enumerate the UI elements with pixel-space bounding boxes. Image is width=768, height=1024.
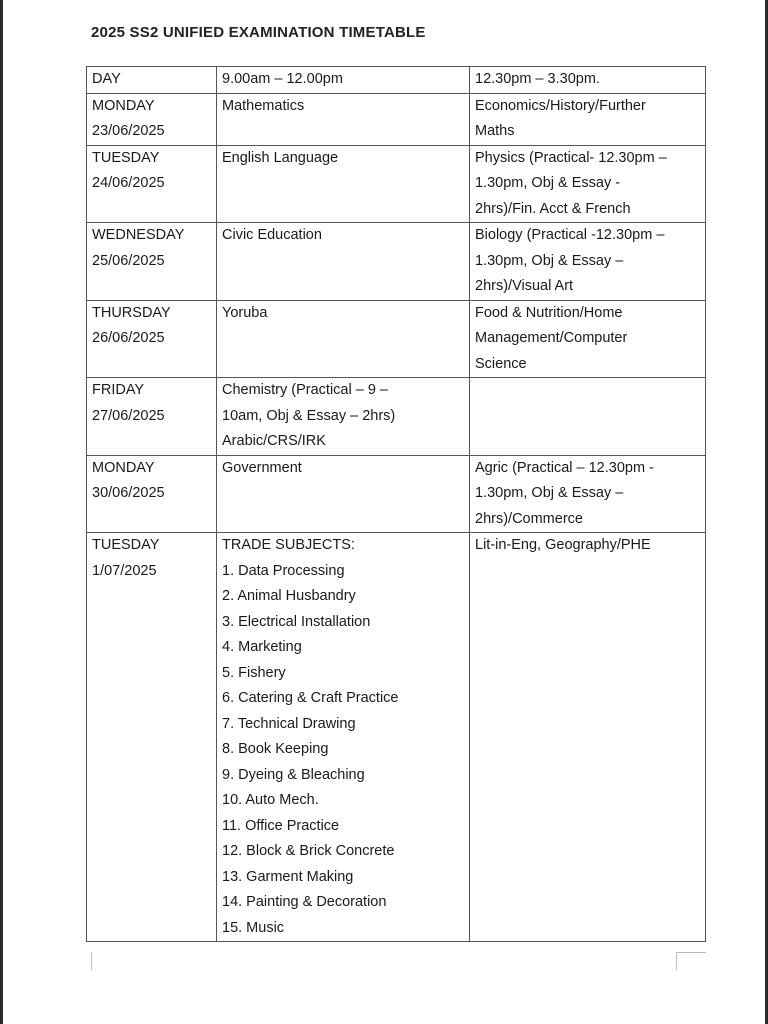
morning-line: Arabic/CRS/IRK — [222, 433, 326, 449]
day-cell — [87, 223, 217, 301]
afternoon-cell — [470, 223, 706, 301]
list-item: 15. Music — [222, 919, 285, 936]
afternoon-line: Physics (Practical- 12.30pm – — [475, 149, 667, 166]
list-item: 12. Block & Brick Concrete — [222, 843, 395, 859]
day-cell — [87, 455, 217, 533]
morning-cell — [217, 378, 470, 456]
day-date: 27/06/2025 — [92, 407, 165, 424]
table-row — [87, 223, 706, 301]
header-row — [87, 67, 706, 94]
afternoon-line: Economics/History/Further — [475, 97, 646, 114]
afternoon-line: 2hrs)/Fin. Acct & French — [475, 200, 631, 217]
day-name: MONDAY — [92, 459, 155, 476]
afternoon-line: 2hrs)/Commerce — [475, 510, 583, 527]
afternoon-cell — [470, 378, 706, 456]
afternoon-line: Agric (Practical – 12.30pm - — [475, 459, 654, 476]
list-item: 8. Book Keeping — [222, 741, 329, 757]
exam-timetable — [86, 66, 706, 942]
day-name: TUESDAY — [92, 149, 160, 166]
day-date: 1/07/2025 — [92, 562, 157, 579]
list-item: 9. Dyeing & Bleaching — [222, 766, 365, 783]
list-item: 5. Fishery — [222, 664, 286, 681]
morning-line: Mathematics — [222, 97, 305, 114]
header-morning: 9.00am – 12.00pm — [217, 67, 470, 94]
day-name: FRIDAY — [92, 382, 145, 398]
day-name: THURSDAY — [92, 304, 171, 321]
day-cell — [87, 300, 217, 378]
trade-subjects-heading: TRADE SUBJECTS: — [222, 537, 355, 553]
day-cell — [87, 378, 217, 456]
list-item: 7. Technical Drawing — [222, 715, 356, 732]
list-item: 11. Office Practice — [222, 817, 340, 834]
afternoon-line: Food & Nutrition/Home — [475, 304, 623, 321]
afternoon-line: 1.30pm, Obj & Essay – — [475, 252, 624, 269]
header-afternoon: 12.30pm – 3.30pm. — [470, 67, 706, 94]
day-cell — [87, 145, 217, 223]
day-date: 23/06/2025 — [92, 123, 165, 139]
afternoon-cell — [470, 533, 706, 942]
table-row — [87, 378, 706, 456]
morning-cell — [217, 145, 470, 223]
page-edge-left — [0, 0, 3, 1024]
table-row — [87, 455, 706, 533]
morning-cell — [217, 300, 470, 378]
header-day: DAY — [87, 67, 217, 94]
afternoon-line: Lit-in-Eng, Geography/PHE — [475, 537, 651, 553]
afternoon-line: 1.30pm, Obj & Essay - — [475, 175, 621, 191]
list-item: 3. Electrical Installation — [222, 613, 371, 630]
trade-subjects-list — [222, 559, 465, 942]
afternoon-cell — [470, 300, 706, 378]
list-item: 4. Marketing — [222, 639, 302, 655]
day-name: MONDAY — [92, 97, 155, 114]
day-date: 26/06/2025 — [92, 330, 165, 346]
morning-line: Chemistry (Practical – 9 – — [222, 382, 388, 398]
table-row — [87, 145, 706, 223]
table-row — [87, 533, 706, 942]
afternoon-line: Maths — [475, 123, 515, 139]
table-row — [87, 300, 706, 378]
morning-cell — [217, 455, 470, 533]
table-row — [87, 93, 706, 145]
day-date: 24/06/2025 — [92, 175, 165, 191]
page-margin-mark — [676, 952, 706, 970]
afternoon-line: 2hrs)/Visual Art — [475, 278, 574, 294]
document-title: 2025 SS2 UNIFIED EXAMINATION TIMETABLE — [91, 24, 426, 41]
list-item: 6. Catering & Craft Practice — [222, 690, 399, 706]
afternoon-cell — [470, 455, 706, 533]
day-cell — [87, 93, 217, 145]
morning-line: Civic Education — [222, 227, 322, 243]
list-item: 10. Auto Mech. — [222, 792, 319, 808]
afternoon-line: 1.30pm, Obj & Essay – — [475, 485, 624, 501]
list-item: 13. Garment Making — [222, 868, 354, 885]
morning-cell — [217, 533, 470, 942]
list-item: 14. Painting & Decoration — [222, 894, 387, 910]
afternoon-cell — [470, 145, 706, 223]
afternoon-line: Management/Computer — [475, 330, 628, 346]
afternoon-line: Science — [475, 355, 527, 372]
morning-line: Government — [222, 459, 302, 476]
afternoon-line: Biology (Practical -12.30pm – — [475, 227, 665, 243]
afternoon-cell — [470, 93, 706, 145]
page-margin-mark — [91, 952, 92, 970]
morning-line: Yoruba — [222, 304, 268, 321]
morning-line: English Language — [222, 149, 339, 166]
list-item: 1. Data Processing — [222, 562, 345, 579]
day-date: 25/06/2025 — [92, 252, 165, 269]
day-cell — [87, 533, 217, 942]
morning-cell — [217, 93, 470, 145]
day-date: 30/06/2025 — [92, 485, 165, 501]
morning-cell — [217, 223, 470, 301]
day-name: TUESDAY — [92, 537, 160, 553]
morning-line: 10am, Obj & Essay – 2hrs) — [222, 407, 396, 424]
list-item: 2. Animal Husbandry — [222, 588, 356, 604]
day-name: WEDNESDAY — [92, 227, 185, 243]
